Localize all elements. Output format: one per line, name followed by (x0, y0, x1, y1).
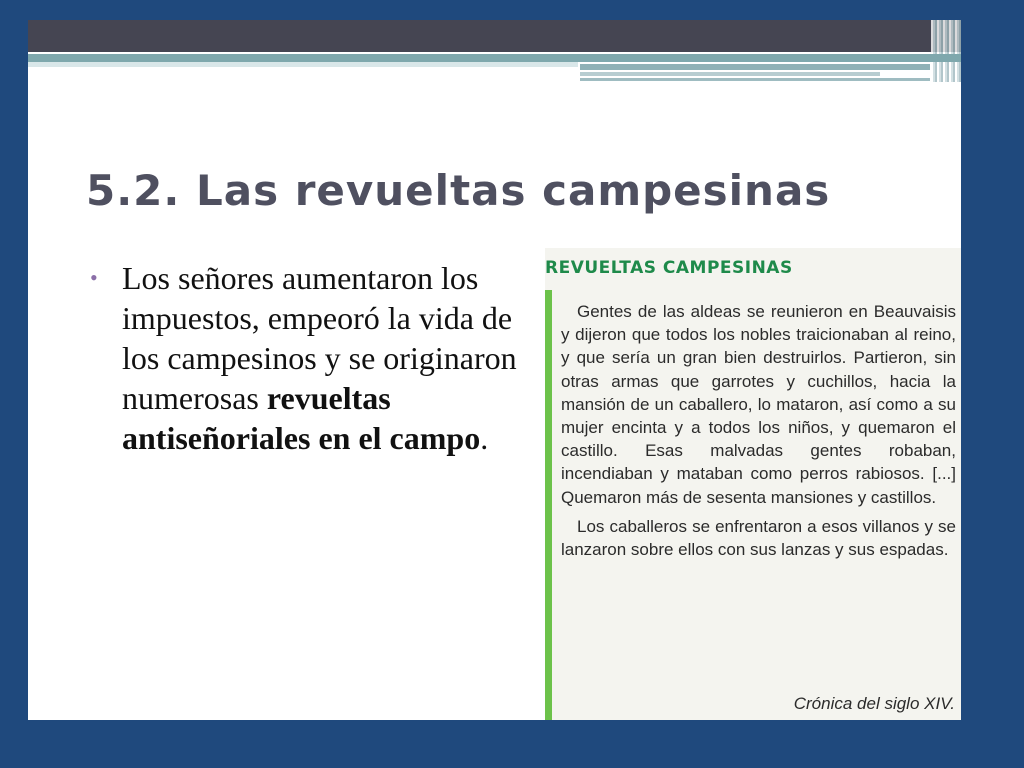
bullet-point (90, 258, 536, 458)
bullet-text (96, 258, 536, 458)
header-accent-line (580, 78, 930, 81)
excerpt-accent-bar (545, 290, 552, 720)
excerpt-source: Crónica del siglo XIV. (793, 694, 955, 713)
bullet-text-end: . (480, 420, 489, 456)
bullet-icon: • (90, 265, 98, 290)
excerpt-body (561, 300, 956, 567)
header-stripes (931, 20, 961, 82)
slide-title: 5.2. Las revueltas campesinas (86, 166, 831, 215)
slide (28, 20, 961, 720)
excerpt-paragraph: Gentes de las aldeas se reunieron en Beauvaisis y dijeron que todos los nobles traicionaban al reino, y que sería un gran bien destruirlos. Partieron, sin otras armas que garrotes y cuchillos, hacia la mansión de un caballero, lo mataron, así como a su mujer encinta y a todos los niños, y quemaron el castillo. Esas malvadas gentes robaban, incendiaban y mataban como perros rabiosos. [...] Quemaron más de sesenta mansiones y castillos. (561, 302, 956, 507)
bullet-text-plain: Los señores aumentaron los impuestos, empeoró la vida de los campesinos y se originaron numerosas (122, 260, 517, 416)
header-accent-line (580, 64, 930, 70)
excerpt-heading: REVUELTAS CAMPESINAS (545, 258, 793, 278)
bullet-text-bold: revueltas antiseñoriales en el campo (122, 380, 481, 456)
excerpt-paragraph: Los caballeros se enfrentaron a esos villanos y se lanzaron sobre ellos con sus lanzas y sus espadas. (561, 516, 956, 560)
header-band (28, 20, 961, 52)
header-accent-line (28, 62, 578, 67)
header-accent-line (580, 72, 880, 76)
textbook-excerpt (545, 248, 961, 720)
header-accent-line (28, 54, 961, 62)
